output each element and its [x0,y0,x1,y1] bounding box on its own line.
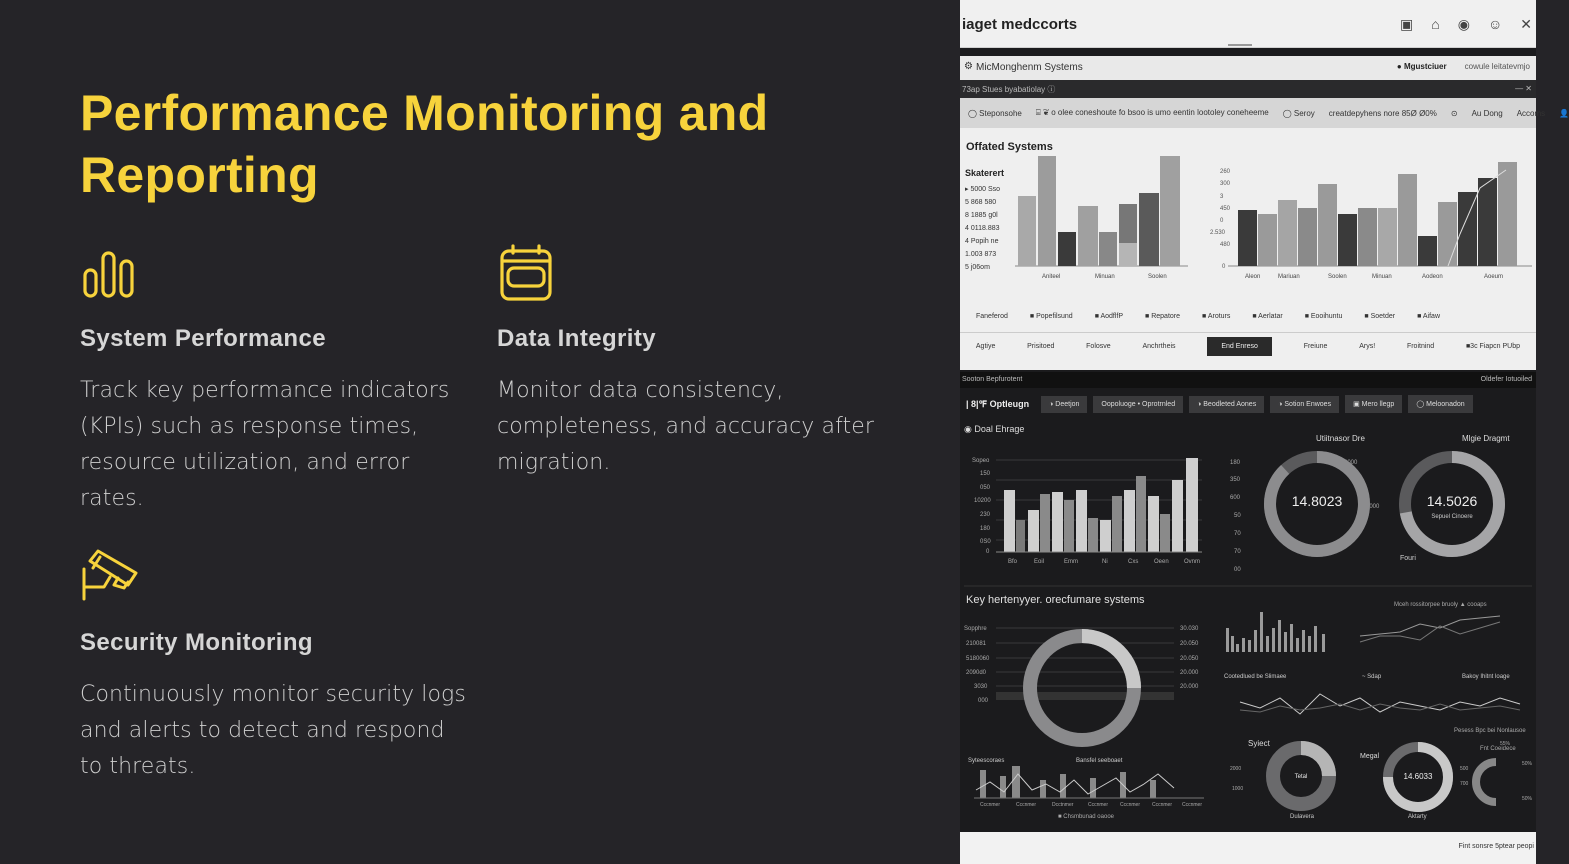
dark-tab[interactable]: ◑ Beodleted Aones [1189,396,1264,413]
row-label: 5 j06om [965,264,990,271]
tick-label: 20.050 [1180,656,1199,662]
tab-5[interactable]: ⊙ [1450,108,1458,118]
small-donut-center: 14.6033 [1403,772,1433,781]
bar [1358,208,1377,266]
dark-tab[interactable]: ◯ Meloonadon [1408,395,1472,413]
legend-item: ■ Aifaw [1417,313,1440,320]
tab-4[interactable]: creatdepyhens nore 85Ø Ø0% [1328,108,1437,118]
bar [1266,636,1269,652]
system-bar [960,56,1536,80]
bar [1278,200,1297,266]
bar [1052,492,1063,552]
x-label: Cccnmer [1088,802,1109,808]
chart-title: Syteescoraes [968,758,1005,764]
key-heading: Key hertenyyer. orecfumare systems [966,594,1145,606]
x-label: Minuan [1095,274,1115,280]
line-label-left: Cootedlued be Slimaee [1224,674,1287,680]
bar [1238,210,1257,266]
small-donut-label: Syiect [1248,739,1270,748]
tick-label: 30.030 [1180,626,1199,632]
camera-icon[interactable]: ◉ [1457,16,1470,32]
bar [1290,624,1293,652]
tick-label: 3 [1220,194,1224,200]
tick-label: 180 [980,526,991,532]
light-bar-charts [960,148,1536,308]
legend-item: ■ Aerlatar [1252,313,1283,320]
tick-label: 700 [1460,781,1469,787]
x-label: Soolen [1148,274,1167,280]
bar [1284,632,1287,652]
bar [1119,243,1137,266]
tick-label: 3030 [974,684,988,690]
system-user: cowule leitatevmjo [1464,62,1530,71]
bar [1172,480,1183,552]
card-text: Monitor data consistency, completeness, and accuracy after migration. [497,378,875,475]
tab-2[interactable]: ⌸ ❦ o olee coneshoute fo bsoo is umo eentin lootoley coneheeme [1035,108,1269,117]
small-label: Fnt Coeidece [1480,746,1516,752]
foot-label: Fouri [1400,555,1416,562]
tick-label: 1000 [1366,504,1380,510]
security-camera-icon [80,547,140,607]
minimize-icon[interactable]: ▣ [1400,16,1414,32]
tab-7[interactable]: Accoms [1516,108,1546,118]
bar [1318,184,1337,266]
tick-label: 0 [1220,218,1224,224]
bar [1076,490,1087,552]
tick-label: 70 [1234,549,1241,555]
header-left: Sooton Bepfurotent [962,376,1023,383]
legend-item: ■ Popefilsund [1029,313,1073,320]
row-label: 8 1885 g0l [965,212,998,219]
x-label: Bfo [1008,559,1018,565]
tick-label: 2090d0 [966,670,987,676]
line-label-mid: ~ Sdap [1362,674,1382,680]
filter-button[interactable]: Anchrtheis [1142,343,1176,350]
bar [1248,640,1251,652]
tick-label: 5180060 [966,656,990,662]
x-label: Dcctnmer [1052,802,1074,808]
trend-label: Mceh rossitorpee bruoly ▲ cooaps [1394,602,1487,608]
percent-label: 55% [1500,741,1511,747]
bar [1236,644,1239,652]
x-label: Eoil [1034,559,1045,565]
filter-button[interactable]: Arys! [1359,343,1376,350]
window-titlebar [960,0,1536,48]
x-label: Cccnmer [1152,802,1173,808]
bar [1150,780,1156,798]
close-icon[interactable]: — ✕ [1515,84,1532,93]
chart-legend: ■ Chsmbunad oaooe [1058,814,1114,820]
filter-button[interactable]: Froitnind [1406,343,1435,350]
bar [1278,620,1281,652]
x-label: Emm [1064,559,1078,565]
bar [1302,630,1305,652]
gear-icon: ⚙ [964,61,973,72]
bar [1060,774,1066,798]
tick-label: 150 [980,471,991,477]
tab-3[interactable]: ◯ Seroy [1282,108,1315,118]
card-heading: Security Monitoring [80,629,313,656]
tick-label: 260 [1220,169,1231,175]
x-label: Cccnmer [1182,802,1203,808]
bar [1100,520,1111,552]
bar [1498,162,1517,266]
bar [1112,496,1122,552]
bar [1231,636,1234,652]
filter-button[interactable]: Folosve [1086,343,1111,350]
card-security-monitoring [80,547,470,785]
bar [1398,174,1417,266]
tick-label: 500 [1460,766,1469,772]
tab-6[interactable]: Au Dong [1471,108,1503,118]
tick-label: 50 [1234,513,1241,519]
x-label: Cccnmer [980,802,1001,808]
filter-button[interactable]: Prisitoed [1027,343,1055,350]
bar [1038,156,1056,266]
bar [1418,236,1437,266]
bar [1148,496,1159,552]
bar [1378,208,1397,266]
legend-item: Faneferod [976,313,1008,320]
percent-label: 50% [1522,761,1533,767]
tick-label: 20.050 [1180,641,1199,647]
x-label: Cccnmer [1120,802,1141,808]
tick-label: 0 [986,549,990,555]
bar [1260,612,1263,652]
small-label: Pesess Bpc bei Nonlausoe [1454,728,1526,734]
row-label: 4 Popih ne [965,238,999,245]
small-donut-sub: Aktarty [1408,814,1427,820]
row-label: 4 0118.883 [965,225,1000,232]
x-label: Aniteel [1042,274,1061,280]
tick-label: 20.000 [1180,670,1199,676]
row-label: 1.003 873 [965,251,997,258]
bar [1040,494,1050,552]
legend-item: ■ Repatore [1145,313,1181,320]
tick-label: 450 [1220,206,1231,212]
user-icon[interactable]: 👤 [1559,108,1569,118]
panel-label: ◉ Doal Ehrage [964,424,1025,434]
x-label: Aodeon [1422,274,1443,280]
bar [1064,500,1074,552]
x-label: Ni [1102,559,1108,565]
bar [1016,520,1025,552]
donut-b-value: 14.5026 [1426,493,1478,509]
window-title: iaget medccorts [962,16,1078,33]
bar [1028,510,1039,552]
x-label: Cxs [1128,559,1139,565]
strip-text: 73ap Stues byabatiolay ⓘ [962,85,1056,94]
home-icon[interactable]: ⌂ [1431,16,1440,32]
dark-tabs [960,392,1536,416]
tick-label: 2.530 [1210,230,1226,236]
legend-item: ■ AodflfP [1094,313,1124,320]
dark-section-header [960,372,1536,388]
filter-button[interactable]: ■3c Fiapcn PUbp [1465,343,1520,350]
line-label-right: Bakoy Ihitnt loage [1462,674,1510,680]
option-label: | 8|℉ Optleugn [966,398,1030,409]
bar [1338,214,1357,266]
info-strip [960,80,1536,98]
x-label: Mariuan [1278,274,1300,280]
bar [1040,780,1046,798]
tick-label: 180 [1230,460,1241,466]
dark-tab[interactable]: ▣ Mero llegp [1345,395,1402,413]
bar [1272,628,1275,652]
donut-segment [1476,762,1496,802]
top-tabs [960,98,1569,128]
emoji-icon[interactable]: ☺ [1487,16,1503,32]
small-donut-center: Tetal [1294,774,1308,780]
bar [1160,514,1170,552]
legend-a: Utiitnasor Dre [1316,434,1365,443]
x-label: Oeen [1154,559,1169,565]
tick-label: 350 [1230,477,1241,483]
legend-item: ■ Aroturs [1202,313,1231,320]
bar [1018,196,1036,266]
bar [1124,490,1135,552]
card-text: Track key performance indicators (KPIs) such as response times, resource utilization, and error rates. [80,378,450,511]
card-heading: System Performance [80,325,326,352]
tick-label: 050 [980,485,991,491]
bar [1136,476,1146,552]
tick-label: 480 [1220,242,1231,248]
tick-label: 00 [1234,567,1241,573]
bar [1258,214,1277,266]
x-label: Minuan [1372,274,1392,280]
bar [1000,776,1006,798]
bar [1308,636,1311,652]
card-heading: Data Integrity [497,325,656,352]
legend-b: Mlgie Dragmt [1462,434,1510,443]
dark-tab[interactable]: ◑ Sotion Enwoes [1270,396,1339,413]
donut-c-segment [1082,636,1134,688]
bar [1139,193,1159,266]
tick-label: 2000 [1230,766,1242,772]
bar [980,770,986,798]
chart-legend [976,313,1440,320]
tab-1[interactable]: ◯ Steponsohe [968,108,1022,118]
donut-b-sub: Sepuel Cinoere [1431,514,1473,520]
row-label: ▸ 5000 Sso [965,186,1001,193]
small-donut-sub: Dulavera [1290,814,1315,820]
legend-item: ■ Eooihuntu [1304,313,1343,320]
filter-buttons [960,332,1536,360]
x-label: Cccnmer [1016,802,1037,808]
panel-subheading: Skaterert [965,168,1005,178]
tick-label: 1000 [1232,786,1244,792]
bar [1160,156,1180,266]
bar [1004,490,1015,552]
system-name: MicMonghenm Systems [976,62,1083,73]
tick-label: Sopphre [964,626,987,632]
tick-label: 210081 [966,641,987,647]
filter-button[interactable]: Agtiye [975,343,996,350]
card-data-integrity [497,243,887,481]
bar [1298,208,1317,266]
tick-label: 20.000 [1180,684,1199,690]
small-donut-label: Megal [1360,753,1380,760]
chart-title: Bansfel seeboaet [1076,758,1123,764]
status-badge: ● Mgustciuer [1396,62,1447,71]
filter-button-active[interactable]: End Enreso [1207,337,1272,356]
x-label: Aleon [1245,274,1261,280]
tick-label: 0 [1222,264,1226,270]
bar [1186,458,1198,552]
x-label: Aoeum [1484,274,1504,280]
bar [1254,630,1257,652]
x-label: Ovnm [1184,559,1201,565]
percent-label: 50% [1522,796,1533,802]
donut-segment [1301,748,1329,776]
bar [1322,634,1325,652]
light-panel [960,128,1536,370]
tick-label: 300 [1220,181,1231,187]
dark-dashboard-charts [960,440,1536,860]
header-right: Oldefer Iotuoiled [1480,376,1532,383]
trend-line [1360,622,1500,642]
bar [1296,638,1299,652]
panel-heading: Offated Systems [966,141,1053,153]
tick-label: 10200 [974,498,991,504]
filter-button[interactable]: Freiune [1303,343,1328,350]
bar [1078,206,1098,266]
bar [1314,626,1317,652]
tick-label: 230 [980,512,991,518]
card-text: Continuously monitor security logs and alerts to detect and respond to threats. [80,682,466,779]
bar [1438,202,1457,266]
bar-chart-icon [80,243,140,303]
tick-label: 600 [1230,495,1241,501]
bar [1458,192,1477,266]
footer-text: Fint sonsre 5ptear peopi [1458,843,1534,850]
tick-label: 70 [1234,531,1241,537]
bar [1478,178,1497,266]
bar [1099,232,1117,266]
bar [1090,778,1096,798]
bar [1242,638,1245,652]
tick-label: 0S0 [980,539,991,545]
calendar-icon [497,243,557,303]
card-system-performance [80,243,470,517]
bar [1088,518,1098,552]
tick-label: Sopeo [972,458,990,464]
bar [1226,628,1229,652]
donut-a-value: 14.8023 [1291,493,1343,509]
footer-bar [960,832,1536,864]
dashboard-screenshot [960,0,1569,864]
bar [1012,766,1020,798]
tick-label: 000 [978,698,989,704]
slide-title: Performance Monitoring and Reporting [80,85,769,203]
tick-label: 6000 [1344,460,1358,466]
bar [1058,232,1076,266]
dark-tab[interactable]: ◑ Deetjon [1041,396,1087,413]
legend-item: ■ Soetder [1364,313,1396,320]
dark-tab[interactable]: Oopoluoge • Oprotrnled [1093,396,1183,413]
row-label: 5 868 580 [965,199,997,206]
x-label: Soolen [1328,274,1347,280]
close-icon[interactable]: ✕ [1520,16,1532,32]
